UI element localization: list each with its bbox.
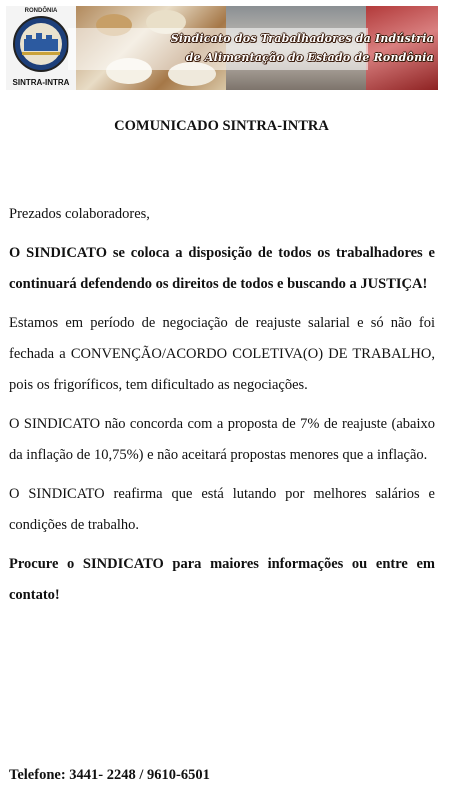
paragraph-4: O SINDICATO reafirma que está lutando por melhores salários e condições de trabalho. bbox=[9, 486, 435, 533]
logo-state-label: RONDÔNIA bbox=[24, 8, 58, 14]
paragraph-3: O SINDICATO não concorda com a proposta de 7% de reajuste (abaixo da inflação de 10,75%) e não aceitará propostas menores que a inflação. bbox=[9, 416, 435, 463]
header-banner bbox=[6, 6, 438, 90]
meat-photo bbox=[366, 6, 438, 90]
banner-title-line1: Sindicato dos Trabalhadores da Indústria bbox=[170, 32, 434, 45]
banner-title-line2: de Alimentação do Estado de Rondônia bbox=[185, 51, 434, 64]
paragraph-5: Procure o SINDICATO para maiores informações ou entre em contato! bbox=[9, 556, 435, 603]
union-gear-logo-icon bbox=[12, 15, 70, 73]
letter-body bbox=[9, 199, 435, 611]
paragraph-1: O SINDICATO se coloca a disposição de todos os trabalhadores e continuará defendendo os direitos de todos e buscando a JUSTIÇA! bbox=[9, 245, 435, 292]
page-title: COMUNICADO SINTRA-INTRA bbox=[114, 118, 329, 134]
contact-phone: Telefone: 3441- 2248 / 9610-6501 bbox=[9, 767, 210, 783]
paragraph-2: Estamos em período de negociação de reajuste salarial e só não foi fechada a CONVENÇÃO/ACORDO COLETIVA(O) DE TRABALHO, pois os frigoríficos, tem dificultado as negociações. bbox=[9, 315, 435, 393]
greeting: Prezados colaboradores, bbox=[9, 206, 150, 222]
union-logo bbox=[6, 6, 76, 90]
logo-name-label: SINTRA-INTRA bbox=[12, 78, 70, 87]
